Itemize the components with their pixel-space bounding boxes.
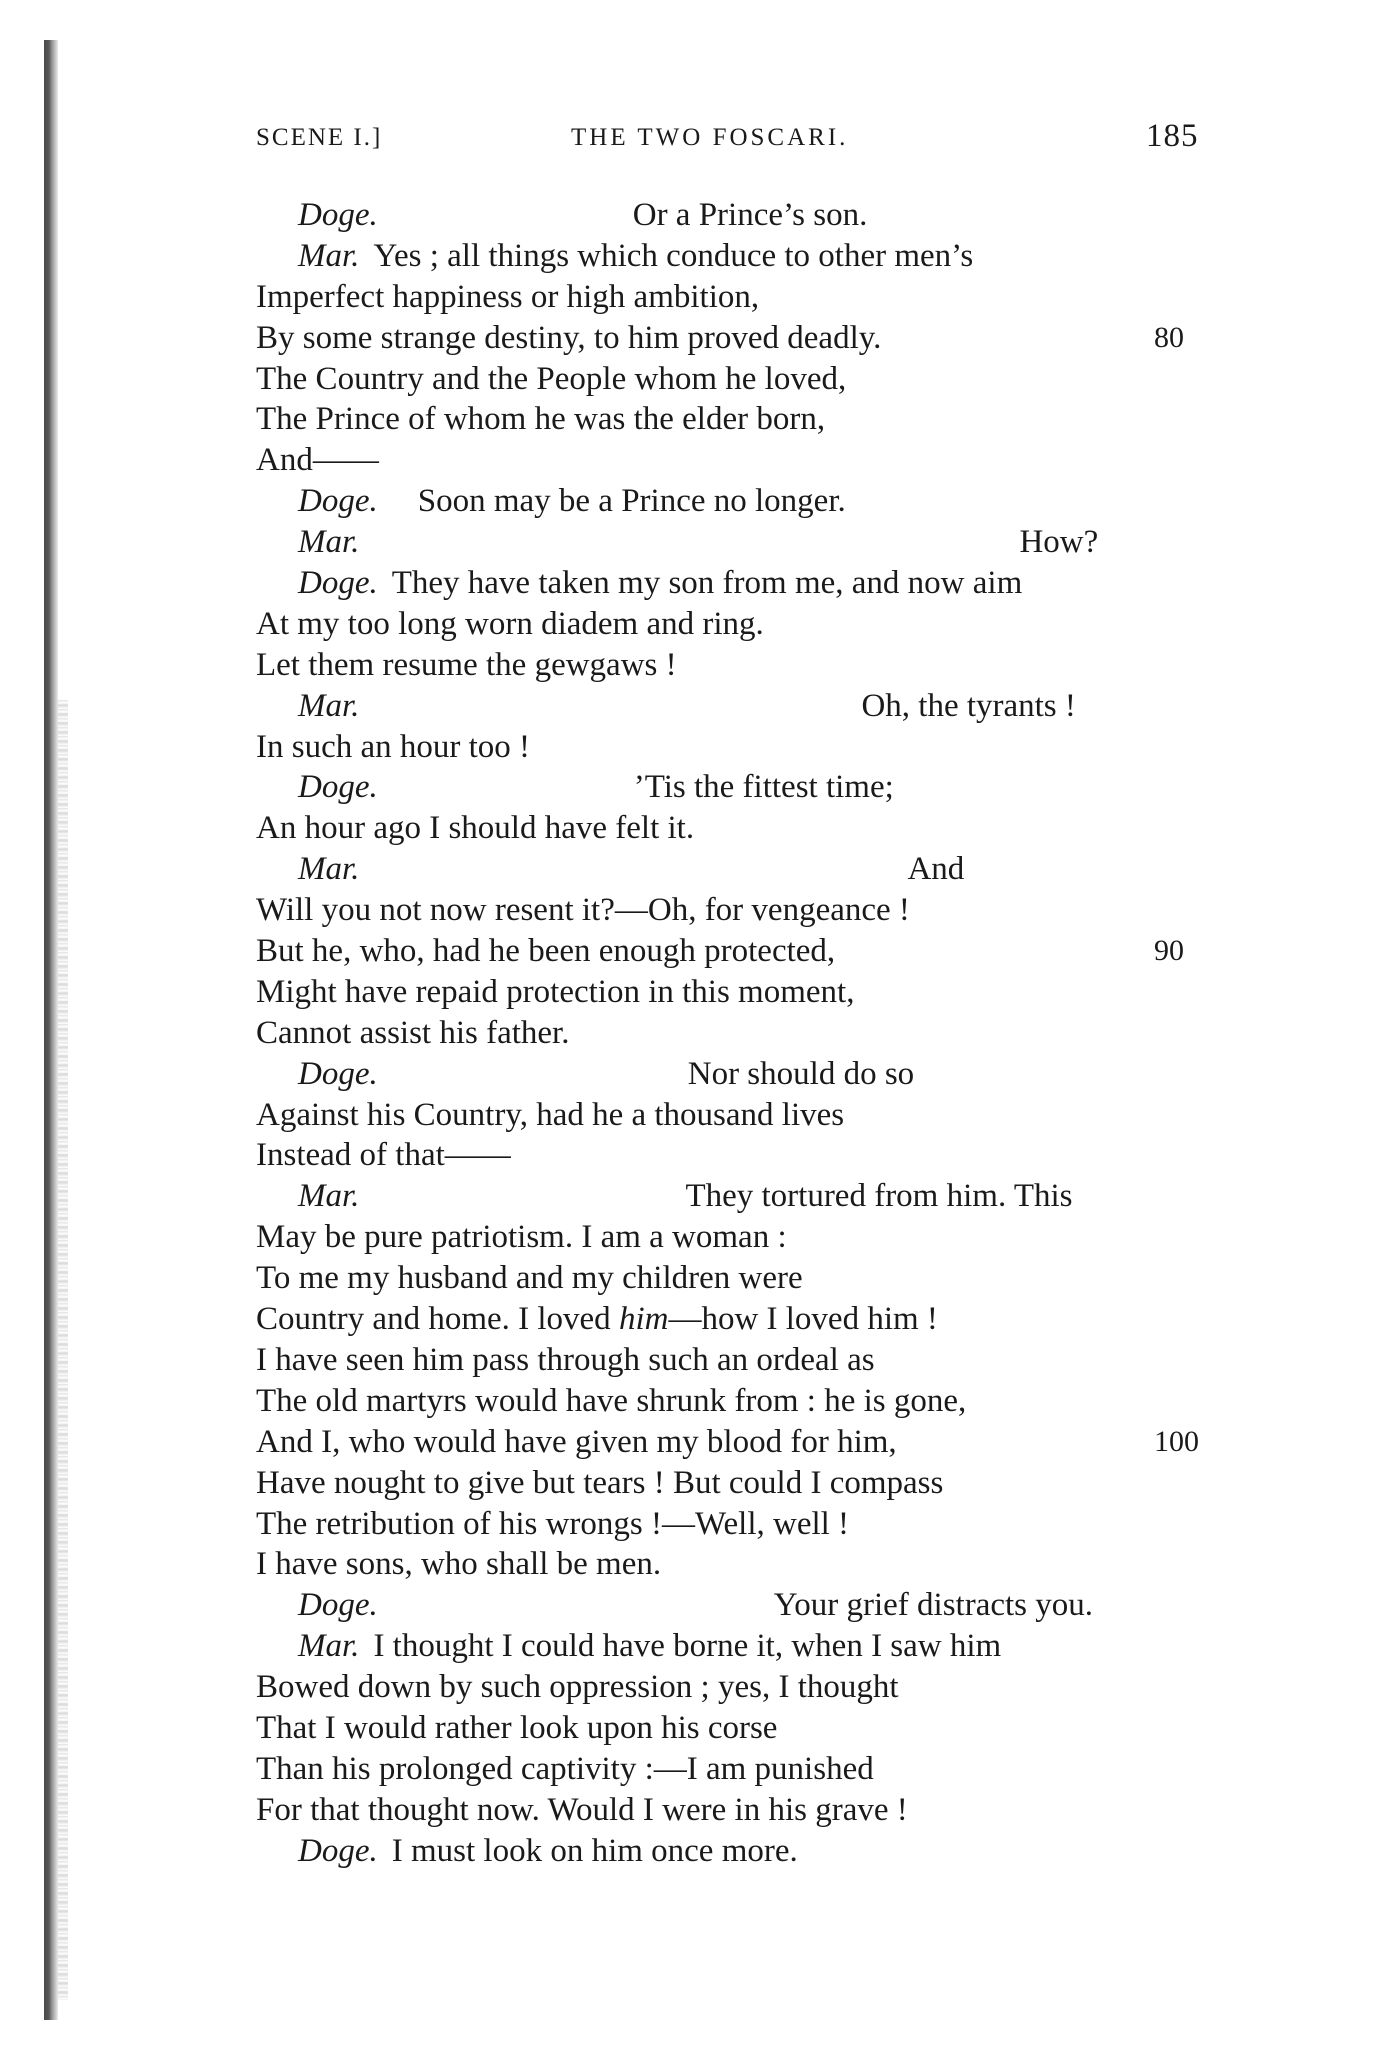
verse-line [256,1667,1216,1708]
running-header [256,118,1206,162]
verse-line [256,808,1216,849]
line-text: And—— [256,442,379,479]
line-text-continued: —how I loved him ! [668,1301,938,1338]
verse-line [256,522,1216,563]
line-text: I must look on him once more. [391,1832,798,1869]
line-text: The old martyrs would have shrunk from : he is gone, [256,1382,967,1419]
verse-line [256,767,1216,808]
line-text: Imperfect happiness or high ambition, [256,278,760,315]
line-text: Will you not now resent it?—Oh, for vengeance ! [256,892,910,929]
line-text: Oh, the tyrants ! [861,687,1076,724]
speaker-name: Doge. [298,1832,378,1869]
line-text: And I, who would have given my blood for him, [256,1423,897,1460]
verse-line [256,1054,1216,1095]
line-text: Nor should do so [687,1055,915,1092]
speaker-name: Mar. [298,687,360,724]
verse-line [256,849,1216,890]
line-text: Soon may be a Prince no longer. [417,483,846,520]
verse-line [256,359,1216,400]
verse-line [256,1749,1216,1790]
line-text: But he, who, had he been enough protected, [256,933,836,970]
verse-line [256,727,1216,768]
verse-line [256,604,1216,645]
line-text: Your grief distracts you. [773,1587,1094,1624]
verse-line [256,686,1216,727]
verse-line [256,481,1216,522]
line-text: Against his Country, had he a thousand lives [256,1096,845,1133]
verse-line [256,645,1216,686]
verse-line [256,1422,1216,1463]
verse-line [256,1463,1216,1504]
line-text: May be pure patriotism. I am a woman : [256,1219,787,1256]
verse-line [256,1258,1216,1299]
verse-line [256,890,1216,931]
verse-line [256,1626,1216,1667]
verse-line [256,1176,1216,1217]
line-text: Cannot assist his father. [256,1014,570,1051]
line-text: Or a Prince’s son. [632,197,868,233]
verse-line [256,1544,1216,1585]
verse-line [256,931,1216,972]
verse-line [256,1708,1216,1749]
verse-line [256,1831,1216,1872]
line-text: Instead of that—— [256,1137,511,1174]
line-text: Let them resume the gewgaws ! [256,646,677,683]
page-edge-shadow [44,40,58,2020]
verse-line [256,1340,1216,1381]
line-text: ’Tis the fittest time; [633,769,894,806]
verse-text [256,195,1216,1872]
line-text: They tortured from him. This [685,1178,1073,1215]
speaker-name: Doge. [298,197,378,233]
scene-label: SCENE I.] [256,124,383,151]
play-title: THE TWO FOSCARI. [571,124,849,151]
verse-line [256,1504,1216,1545]
emphasis-text: him [618,1301,669,1338]
verse-line [256,318,1216,359]
line-text: And [907,851,965,888]
verse-line [256,236,1216,277]
verse-line [256,1095,1216,1136]
verse-line [256,1217,1216,1258]
line-text: I thought I could have borne it, when I saw him [373,1628,1002,1665]
line-text: That I would rather look upon his corse [256,1709,778,1746]
line-text: For that thought now. Would I were in his grave ! [256,1791,908,1828]
speaker-name: Doge. [298,565,378,602]
line-text: The Country and the People whom he loved, [256,360,847,397]
verse-line [256,1299,1216,1340]
line-text: Have nought to give but tears ! But could I compass [256,1464,944,1501]
line-text: Might have repaid protection in this moment, [256,973,855,1010]
speaker-name: Mar. [298,524,360,561]
line-text: They have taken my son from me, and now aim [391,565,1023,602]
speaker-name: Mar. [298,237,360,274]
speaker-name: Doge. [298,1055,378,1092]
line-text: I have sons, who shall be men. [256,1546,662,1583]
verse-line [256,277,1216,318]
line-text: Bowed down by such oppression ; yes, I thought [256,1669,899,1706]
verse-line [256,563,1216,604]
line-text: An hour ago I should have felt it. [256,810,695,847]
verse-line [256,1381,1216,1422]
line-text: In such an hour too ! [256,728,531,765]
verse-line [256,1013,1216,1054]
verse-line [256,1585,1216,1626]
speaker-name: Mar. [298,1628,360,1665]
page-number: 185 [1146,118,1199,154]
speaker-name: Doge. [298,769,378,806]
line-text: At my too long worn diadem and ring. [256,605,764,642]
line-number: 80 [1154,320,1184,354]
verse-line [256,1790,1216,1831]
page-edge-texture [58,700,68,2000]
line-text: The Prince of whom he was the elder born, [256,401,826,438]
line-number: 100 [1154,1424,1199,1458]
verse-line [256,440,1216,481]
verse-line [256,399,1216,440]
speaker-name: Mar. [298,851,360,888]
line-text: The retribution of his wrongs !—Well, well ! [256,1505,850,1542]
line-text: Country and home. I loved [256,1301,619,1338]
line-text: I have seen him pass through such an ordeal as [256,1341,875,1378]
line-text: By some strange destiny, to him proved deadly. [256,319,882,356]
line-text: To me my husband and my children were [256,1260,803,1297]
speaker-name: Doge. [298,483,378,520]
line-text: Yes ; all things which conduce to other men’s [373,237,974,274]
line-text: Than his prolonged captivity :—I am punished [256,1750,874,1787]
speaker-name: Doge. [298,1587,378,1624]
verse-line [256,1135,1216,1176]
verse-line [256,972,1216,1013]
verse-line [256,195,1216,236]
line-text: How? [1019,524,1099,561]
speaker-name: Mar. [298,1178,360,1215]
line-number: 90 [1154,934,1184,968]
